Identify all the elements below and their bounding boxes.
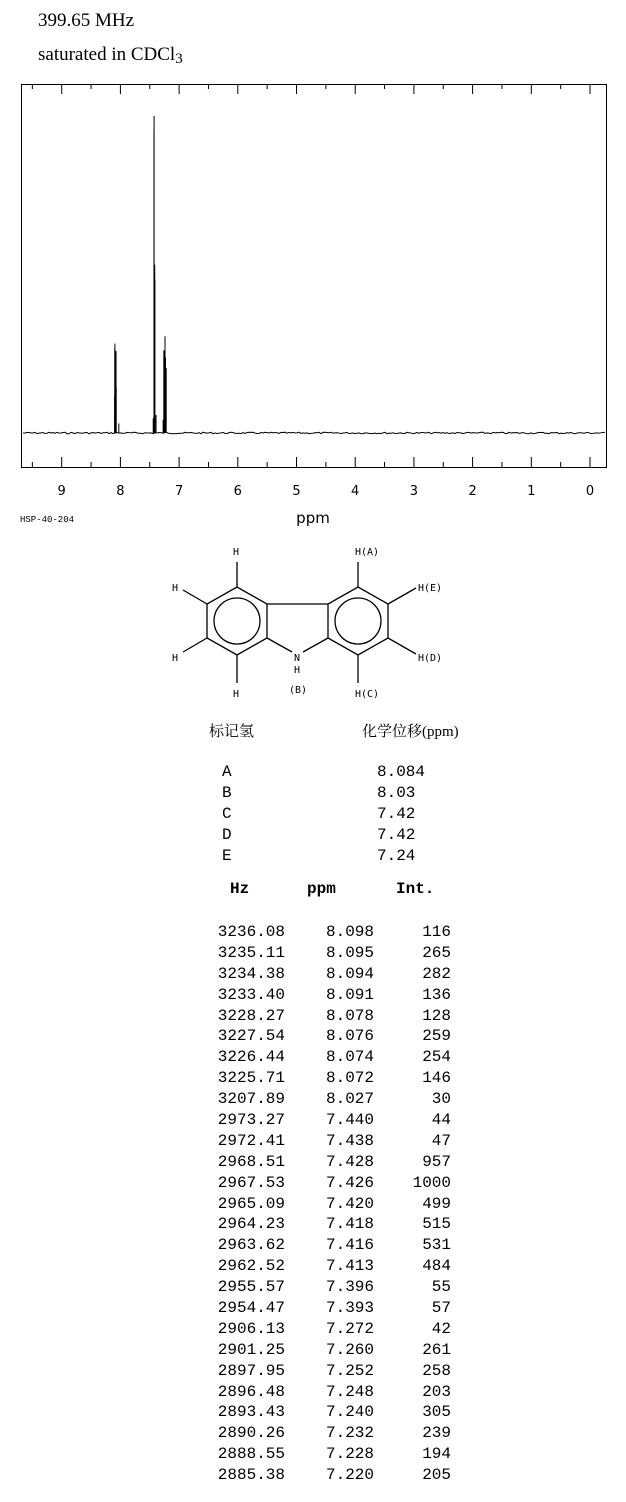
peak-hz: 3234.38 xyxy=(217,964,285,983)
peak-hz: 3227.54 xyxy=(217,1027,285,1046)
peak-int: 515 xyxy=(422,1215,451,1234)
assignment-label: A xyxy=(222,763,232,781)
peak-ppm: 7.393 xyxy=(325,1299,374,1318)
h-top-left: H xyxy=(233,547,240,558)
spectrum-peaks xyxy=(115,116,167,433)
peak-hz: 3233.40 xyxy=(217,985,285,1004)
peak-int: 55 xyxy=(431,1278,451,1297)
peak-row xyxy=(0,943,626,964)
peak-ppm: 7.220 xyxy=(325,1466,374,1485)
peak-int: 259 xyxy=(422,1027,451,1046)
nh-nitrogen: N xyxy=(294,653,301,664)
peak-row xyxy=(0,964,626,985)
assignment-header-shift: 化学位移(ppm) xyxy=(362,724,459,740)
x-tick-label: 9 xyxy=(57,484,66,499)
peak-row xyxy=(0,1068,626,1089)
peak-hz: 3236.08 xyxy=(217,923,285,941)
peak-row xyxy=(0,1402,626,1423)
peak-hz: 3225.71 xyxy=(217,1069,285,1088)
peak-row xyxy=(0,1152,626,1173)
peak-hz: 2973.27 xyxy=(217,1111,285,1130)
peak-hz: 2965.09 xyxy=(217,1194,285,1213)
x-tick-label: 6 xyxy=(233,484,242,499)
assignment-shift: 8.084 xyxy=(377,763,426,781)
peak-row xyxy=(0,1110,626,1131)
x-tick-label: 4 xyxy=(351,484,360,499)
peak-row xyxy=(0,1131,626,1152)
peak-ppm: 7.413 xyxy=(325,1257,374,1276)
plot-frame xyxy=(22,85,607,468)
peak-ppm: 8.095 xyxy=(325,943,374,962)
peak-header-hz: Hz xyxy=(230,880,250,898)
peak-int: 484 xyxy=(422,1257,451,1276)
peak-row xyxy=(0,1298,626,1319)
peak-int: 47 xyxy=(431,1131,451,1150)
peak-hz: 2890.26 xyxy=(217,1424,285,1443)
peak-row xyxy=(0,1423,626,1444)
h-e-label: H(E) xyxy=(418,583,443,594)
nmr-spectrum-chart xyxy=(0,0,626,535)
peak-int: 282 xyxy=(422,964,451,983)
peak-row xyxy=(0,1465,626,1486)
peak-int: 44 xyxy=(431,1111,451,1130)
h-left-upper: H xyxy=(172,583,179,594)
peak-header-int: Int. xyxy=(396,880,435,898)
peak-row xyxy=(0,1444,626,1465)
x-tick-label: 2 xyxy=(468,484,477,499)
nh-b-label: (B) xyxy=(289,685,308,696)
peak-hz: 2897.95 xyxy=(217,1361,285,1380)
peak-ppm: 8.091 xyxy=(325,985,374,1004)
peak-ppm: 7.232 xyxy=(325,1424,374,1443)
peak-row xyxy=(0,1006,626,1027)
peak-hz: 2906.13 xyxy=(217,1319,285,1338)
left-benzene-ring xyxy=(207,587,267,655)
assignment-label: C xyxy=(222,805,232,823)
peak-int: 116 xyxy=(422,923,451,941)
x-tick-label: 7 xyxy=(174,484,184,499)
peak-hz: 2962.52 xyxy=(217,1257,285,1276)
peak-row xyxy=(0,1089,626,1110)
assignment-shift: 7.42 xyxy=(377,826,416,844)
peak-int: 957 xyxy=(422,1152,451,1171)
peak-ppm: 7.418 xyxy=(325,1215,374,1234)
peak-int: 42 xyxy=(431,1319,451,1338)
peak-row xyxy=(0,922,626,943)
peak-hz: 3235.11 xyxy=(217,943,285,962)
peak-int: 265 xyxy=(422,943,451,962)
peak-hz: 2954.47 xyxy=(217,1299,285,1318)
peak-ppm: 7.440 xyxy=(325,1111,374,1130)
peak-row xyxy=(0,1173,626,1194)
peak-hz: 2955.57 xyxy=(217,1278,285,1297)
peak-row xyxy=(0,1047,626,1068)
x-tick-label: 3 xyxy=(409,484,419,499)
solvent-text: saturated in CDCl xyxy=(38,44,176,65)
peak-int: 499 xyxy=(422,1194,451,1213)
solvent-subscript: 3 xyxy=(175,51,183,67)
peak-hz: 2972.41 xyxy=(217,1131,285,1150)
peak-row xyxy=(0,1319,626,1340)
assignment-label: D xyxy=(222,826,232,844)
peak-hz: 2885.38 xyxy=(217,1466,285,1485)
spectrum-baseline xyxy=(23,432,605,434)
right-benzene-ring xyxy=(328,587,388,655)
peak-int: 254 xyxy=(422,1048,451,1067)
assignment-header-label: 标记氢 xyxy=(209,724,255,740)
peak-ppm: 7.416 xyxy=(325,1236,374,1255)
x-axis-label: ppm xyxy=(296,509,330,527)
peak-row xyxy=(0,985,626,1006)
peak-hz: 3207.89 xyxy=(217,1090,285,1109)
peak-int: 146 xyxy=(422,1069,451,1088)
peak-hz: 2964.23 xyxy=(217,1215,285,1234)
x-axis-tick-labels xyxy=(58,484,595,499)
peak-ppm: 7.438 xyxy=(325,1131,374,1150)
nh-hydrogen: H xyxy=(294,665,301,676)
peak-int: 261 xyxy=(422,1340,451,1359)
peak-ppm: 7.396 xyxy=(325,1278,374,1297)
peak-table xyxy=(0,922,626,1486)
carbazole-structure xyxy=(160,538,480,708)
x-tick-label: 0 xyxy=(585,484,595,499)
assignment-shift: 7.42 xyxy=(377,805,416,823)
assignment-label: B xyxy=(222,784,232,802)
peak-ppm: 7.260 xyxy=(325,1340,374,1359)
x-tick-label: 5 xyxy=(292,484,301,499)
peak-int: 1000 xyxy=(412,1173,451,1192)
h-left-lower: H xyxy=(172,653,179,664)
peak-ppm: 7.248 xyxy=(325,1382,374,1401)
peak-int: 258 xyxy=(422,1361,451,1380)
peak-int: 128 xyxy=(422,1006,451,1025)
peak-ppm: 7.240 xyxy=(325,1403,374,1422)
peak-int: 239 xyxy=(422,1424,451,1443)
peak-int: 30 xyxy=(431,1090,451,1109)
h-c-label: H(C) xyxy=(355,689,380,700)
peak-row xyxy=(0,1194,626,1215)
right-aromatic-circle xyxy=(335,598,381,644)
peak-ppm: 8.027 xyxy=(325,1090,374,1109)
peak-header-ppm: ppm xyxy=(307,880,336,898)
peak-int: 194 xyxy=(422,1445,451,1464)
spectrum-code: HSP-40-204 xyxy=(20,515,75,525)
peak-hz: 2893.43 xyxy=(217,1403,285,1422)
peak-int: 203 xyxy=(422,1382,451,1401)
x-tick-label: 8 xyxy=(116,484,125,499)
x-tick-label: 1 xyxy=(527,484,536,499)
peak-hz: 3228.27 xyxy=(217,1006,285,1025)
h-a-label: H(A) xyxy=(355,547,380,558)
peak-row xyxy=(0,1361,626,1382)
peak-row xyxy=(0,1277,626,1298)
peak-int: 205 xyxy=(422,1466,451,1485)
peak-int: 305 xyxy=(422,1403,451,1422)
peak-row xyxy=(0,1340,626,1361)
assignment-label: E xyxy=(222,847,232,865)
peak-ppm: 7.252 xyxy=(325,1361,374,1380)
peak-ppm: 8.072 xyxy=(325,1069,374,1088)
peak-hz: 3226.44 xyxy=(217,1048,285,1067)
peak-ppm: 7.272 xyxy=(325,1319,374,1338)
peak-row xyxy=(0,1382,626,1403)
peak-ppm: 8.078 xyxy=(325,1006,374,1025)
assignment-shift: 7.24 xyxy=(377,847,416,865)
peak-hz: 2968.51 xyxy=(217,1152,285,1171)
h-bottom-left: H xyxy=(233,689,240,700)
peak-ppm: 7.426 xyxy=(325,1173,374,1192)
peak-table-header xyxy=(0,880,626,902)
peak-row xyxy=(0,1026,626,1047)
h-d-label: H(D) xyxy=(418,653,443,664)
peak-ppm: 8.098 xyxy=(325,923,374,941)
peak-hz: 2896.48 xyxy=(217,1382,285,1401)
assignment-shift: 8.03 xyxy=(377,784,416,802)
peak-ppm: 8.076 xyxy=(325,1027,374,1046)
peak-ppm: 7.420 xyxy=(325,1194,374,1213)
peak-row xyxy=(0,1214,626,1235)
peak-int: 57 xyxy=(431,1299,451,1318)
left-aromatic-circle xyxy=(214,598,260,644)
peak-ppm: 8.094 xyxy=(325,964,374,983)
peak-row xyxy=(0,1235,626,1256)
peak-row xyxy=(0,1256,626,1277)
peak-int: 136 xyxy=(422,985,451,1004)
peak-hz: 2901.25 xyxy=(217,1340,285,1359)
peak-ppm: 8.074 xyxy=(325,1048,374,1067)
peak-hz: 2967.53 xyxy=(217,1173,285,1192)
peak-hz: 2963.62 xyxy=(217,1236,285,1255)
peak-hz: 2888.55 xyxy=(217,1445,285,1464)
peak-int: 531 xyxy=(422,1236,451,1255)
peak-ppm: 7.228 xyxy=(325,1445,374,1464)
peak-ppm: 7.428 xyxy=(325,1152,374,1171)
spectrometer-frequency: 399.65 MHz xyxy=(38,10,135,31)
